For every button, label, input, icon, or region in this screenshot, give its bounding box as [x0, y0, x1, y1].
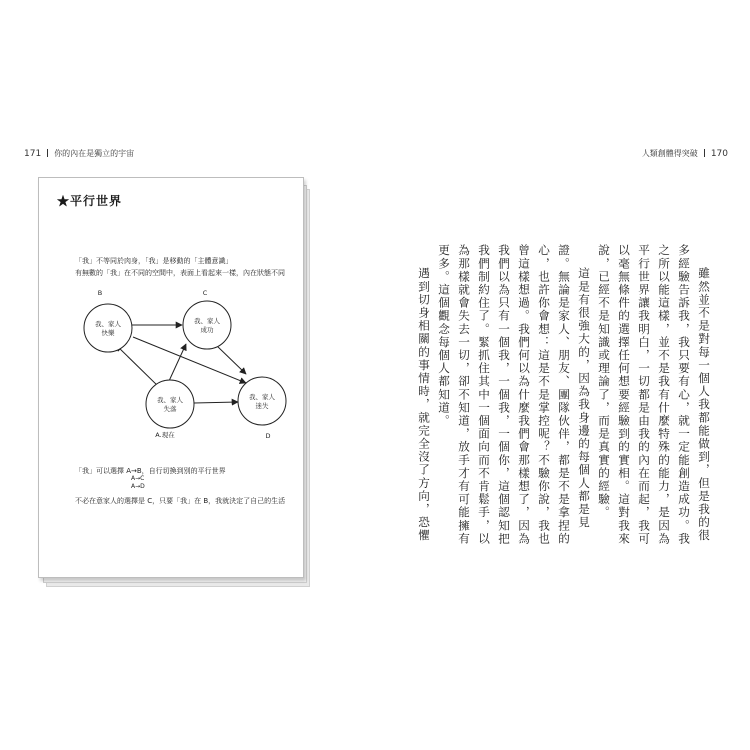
body-text: [414, 244, 714, 554]
note-line-3: A→D: [131, 483, 145, 490]
body-paragraph-3: 遇到切身相關的事情時，就完全沒了方向，恐懼: [417, 267, 431, 543]
node-d-circle: [238, 377, 286, 425]
body-paragraph-1: 雖然並不是對每一個人我都能做到，但是我的很多經驗告訴我，我只要有心，就一定能創造成功。我之所以能這樣，並不是我有什麼特殊的能力，是因為平行世界讓我明白，一切都是由我的內在而起，我可以毫無條件的選擇任何想要經驗到的實相。這對我來說，已經不是知識或理論了，而是真實的經驗。: [597, 244, 711, 546]
arrow-c-to-d: [216, 345, 246, 374]
node-b-circle: [84, 304, 132, 352]
figure-card: [38, 177, 304, 578]
header-divider: [704, 149, 705, 157]
node-d-text-1: 我、家人: [249, 393, 275, 401]
right-running-title: 人類創體得突破: [641, 149, 698, 158]
intro-line-1: 「我」不等同於肉身，「我」是移動的「主體意識」: [75, 257, 233, 265]
figure-title: ★平行世界: [57, 194, 123, 208]
arrow-a-to-d: [194, 402, 238, 403]
node-b-label: B: [97, 289, 103, 297]
node-a-text-2: 失落: [163, 405, 177, 413]
arrow-a-to-b: [116, 345, 161, 389]
node-c-label: C: [202, 289, 208, 297]
right-page-header: [642, 149, 728, 159]
node-b-text-2: 快樂: [101, 329, 115, 337]
parallel-world-diagram: [39, 178, 303, 577]
node-a-circle: [146, 380, 194, 428]
body-paragraph-2: 這是有很強大的，因為我身邊的每個人都是見證。無論是家人、朋友、團隊伙伴，都是不是拿捏的心，也許你會想：這是不是掌控呢？不驗你說，我也曾這樣想過。我們何以為什麼我們會那樣想了，因為我們以為只有一個我，一個我，一個你，這個認知把我們制約住了。緊抓住其中一個面向而不肯鬆手，以為那樣就會失去一切，卻不知道，放手才有可能擁有更多。這個觀念每個人都知道。: [437, 244, 591, 546]
note-line-4: 不必在意家人的選擇是 C，只要「我」在 B，我就決定了自己的生活: [75, 497, 286, 505]
arrow-b-to-d: [133, 337, 246, 383]
node-c-circle: [183, 301, 231, 349]
right-page-number: 170: [710, 149, 728, 159]
intro-line-2: 有無數的「我」在不同的空間中，表面上看起來一樣，內在狀態不同: [75, 269, 285, 277]
header-divider: [47, 149, 48, 157]
node-a-text-1: 我、家人: [157, 396, 183, 404]
left-page-number: 171: [24, 149, 42, 159]
node-c-text-1: 我、家人: [194, 317, 220, 325]
note-line-1: 「我」可以選擇 A→B，自行切換到別的平行世界: [75, 467, 226, 475]
left-running-title: 你的內在是獨立的宇宙: [54, 149, 135, 158]
node-b-text-1: 我、家人: [95, 320, 121, 328]
node-c-text-2: 成功: [200, 326, 214, 334]
left-page-header: [24, 149, 134, 159]
note-line-2: A→C: [131, 475, 145, 482]
node-d-label: D: [265, 432, 271, 440]
node-d-text-2: 迷失: [255, 402, 269, 410]
arrow-a-to-c: [169, 344, 186, 381]
node-a-label: A.現在: [155, 431, 175, 439]
